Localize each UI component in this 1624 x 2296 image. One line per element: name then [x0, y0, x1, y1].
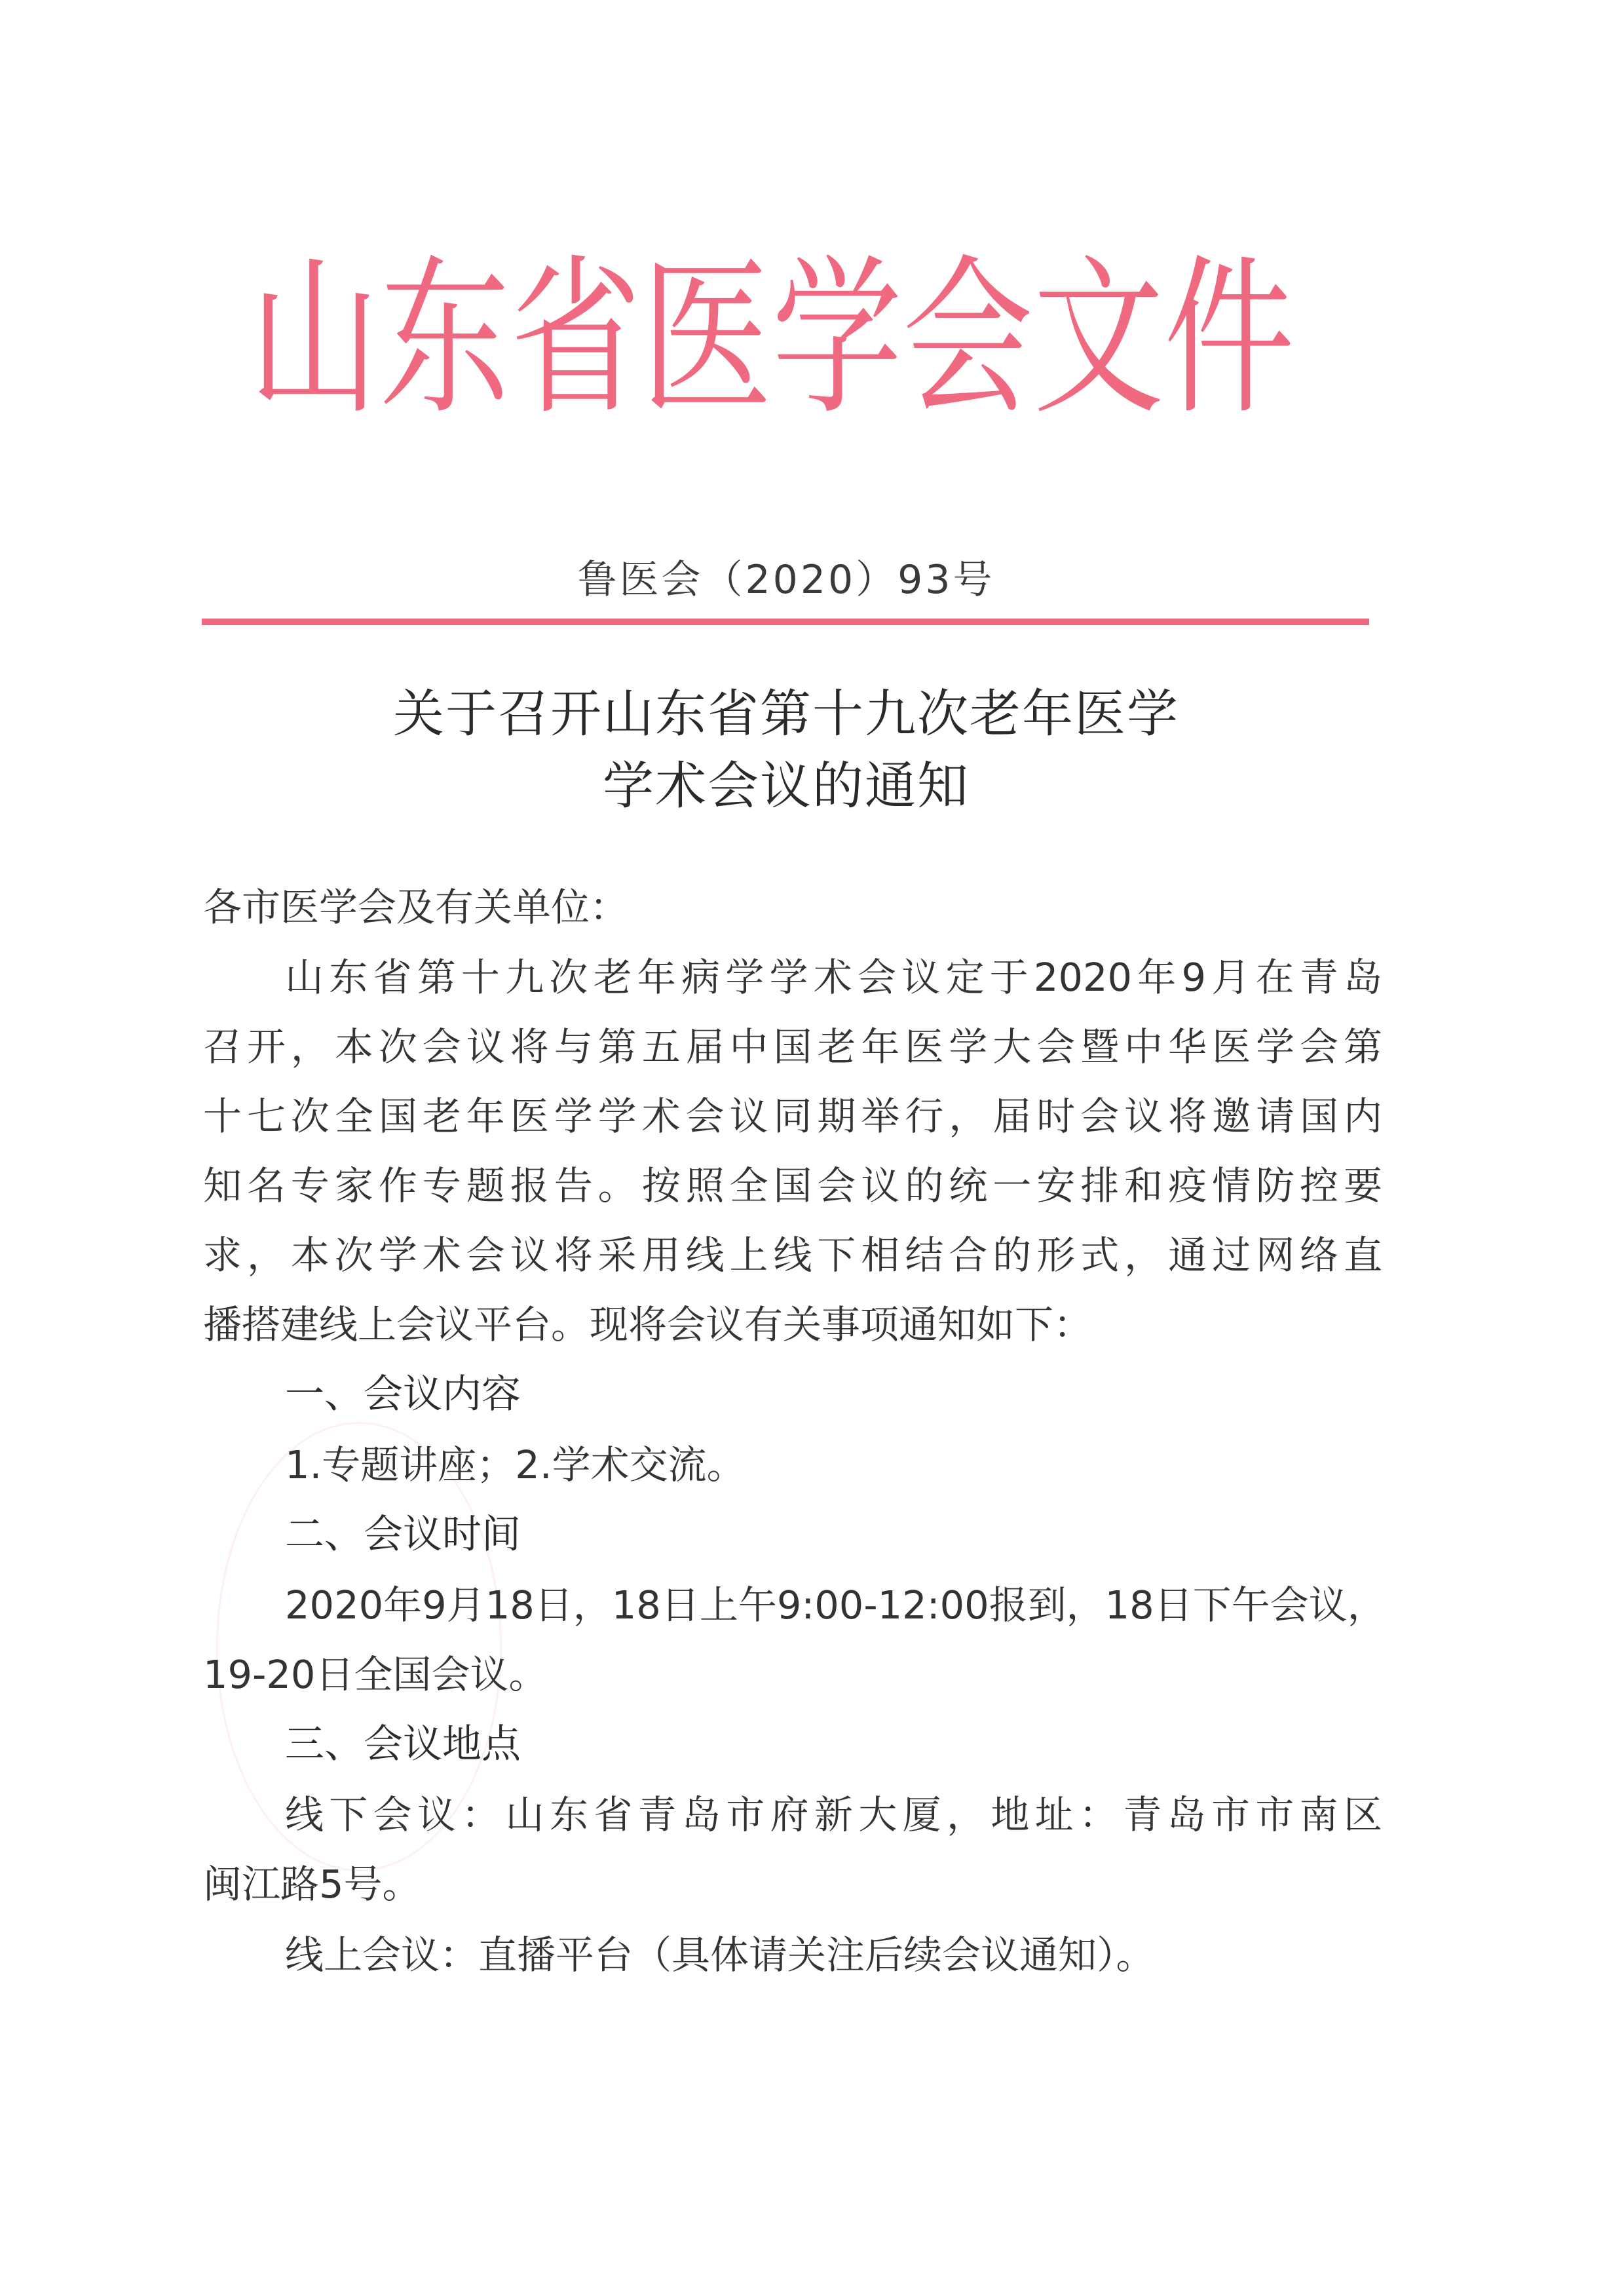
section-time-line: 19-20日全国会议。 — [203, 1652, 548, 1697]
section-location-line: 闽江路5号。 — [203, 1862, 421, 1907]
section-location-line: 线下会议：山东省青岛市府新大厦，地址：青岛市市南区 — [285, 1792, 1382, 1837]
intro-paragraph-line: 播搭建线上会议平台。现将会议有关事项通知如下： — [203, 1302, 1093, 1347]
intro-paragraph-line: 十七次全国老年医学学术会议同期举行，届时会议将邀请国内 — [203, 1094, 1382, 1139]
section-heading-time: 二、会议时间 — [285, 1512, 521, 1558]
section-heading-content: 一、会议内容 — [285, 1371, 521, 1417]
intro-paragraph-line: 知名专家作专题报告。按照全国会议的统一安排和疫情防控要 — [203, 1163, 1382, 1208]
intro-paragraph-line: 召开，本次会议将与第五届中国老年医学大会暨中华医学会第 — [203, 1024, 1382, 1069]
section-location-line: 线上会议：直播平台（具体请关注后续会议通知）。 — [285, 1932, 1155, 1978]
document-number: 鲁医会（2020）93号 — [577, 557, 995, 603]
intro-paragraph-line: 山东省第十九次老年病学学术会议定于2020年9月在青岛 — [285, 955, 1382, 1000]
salutation: 各市医学会及有关单位： — [203, 885, 629, 930]
intro-paragraph-line: 求，本次学术会议将采用线上线下相结合的形式，通过网络直 — [203, 1233, 1382, 1278]
organization-header-title: 山东省医学会文件 — [249, 239, 1295, 438]
notice-title-line-2: 学术会议的通知 — [602, 757, 970, 816]
notice-title-line-1: 关于召开山东省第十九次老年医学 — [392, 685, 1179, 744]
section-content-line: 1.专题讲座；2.学术交流。 — [285, 1442, 746, 1487]
section-heading-location: 三、会议地点 — [285, 1721, 521, 1767]
section-time-line: 2020年9月18日，18日上午9:00-12:00报到，18日下午会议， — [285, 1582, 1386, 1628]
red-divider-line — [202, 619, 1369, 625]
